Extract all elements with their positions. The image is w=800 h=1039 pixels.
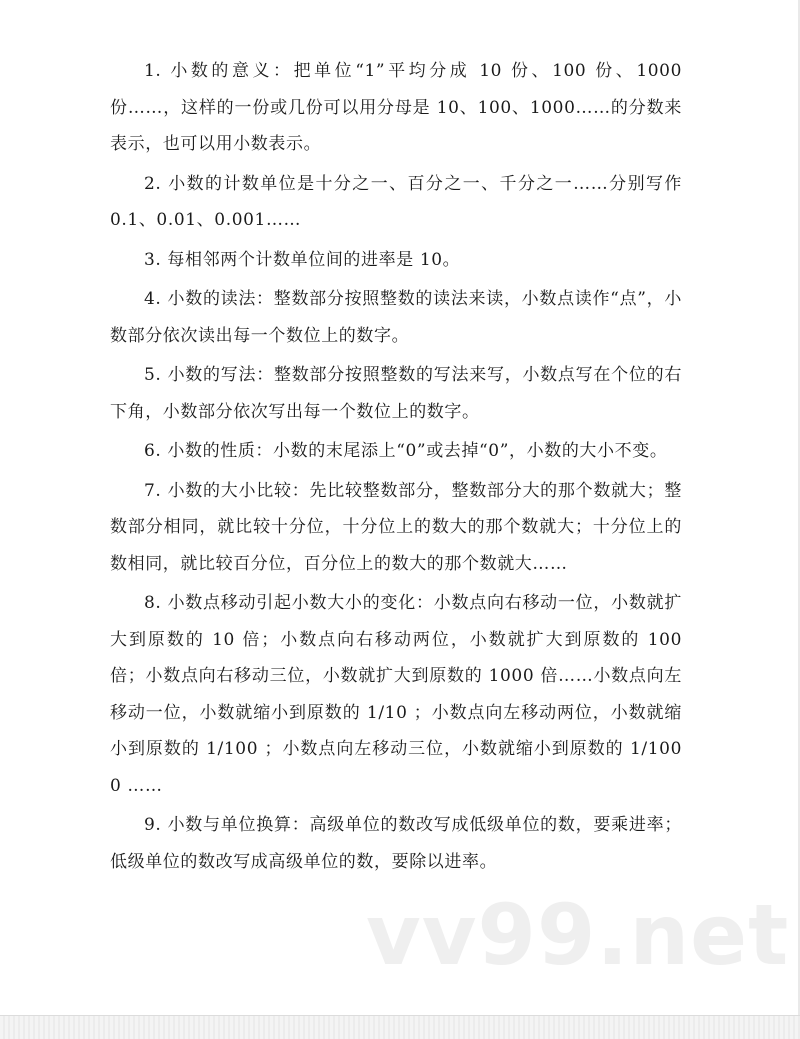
page-bottom-edge	[0, 1015, 800, 1039]
document-body	[110, 53, 682, 883]
paragraph-6: 6. 小数的性质：小数的末尾添上“0”或去掉“0”，小数的大小不变。	[144, 441, 668, 461]
paragraph-1: 1. 小数的意义：把单位“1”平均分成 10 份、100 份、1000 份……，这样的一份或几份可以用分母是 10、100、1000……的分数来表示，也可以用小数表示。	[110, 61, 682, 154]
paragraph-9: 9. 小数与单位换算：高级单位的数改写成低级单位的数，要乘进率；低级单位的数改写成高级单位的数，要除以进率。	[110, 815, 682, 872]
paragraph-8: 8. 小数点移动引起小数大小的变化：小数点向右移动一位，小数就扩大到原数的 10 倍；小数点向右移动两位，小数就扩大到原数的 100 倍；小数点向右移动三位，小数就扩大到原数的 1000 倍……小数点向左移动一位，小数就缩小到原数的 1/10 ；小数点向左移动两位，小数就缩小到原数的 1/100 ；小数点向左移动三位，小数就缩小到原数的 1/1000 ……	[110, 593, 682, 796]
paragraph-2: 2. 小数的计数单位是十分之一、百分之一、千分之一……分别写作 0.1、0.01、0.001……	[110, 173, 682, 230]
paragraph-7: 7. 小数的大小比较：先比较整数部分，整数部分大的那个数就大；整数部分相同，就比较十分位，十分位上的数大的那个数就大；十分位上的数相同，就比较百分位，百分位上的数大的那个数就大……	[110, 480, 682, 574]
paragraph-3: 3. 每相邻两个计数单位间的进率是 10。	[144, 249, 461, 270]
paragraph-4: 4. 小数的读法：整数部分按照整数的读法来读，小数点读作“点”，小数部分依次读出每一个数位上的数字。	[110, 289, 682, 346]
paragraph-5: 5. 小数的写法：整数部分按照整数的写法来写，小数点写在个位的右下角，小数部分依次写出每一个数位上的数字。	[110, 365, 682, 422]
watermark: vv99.net	[366, 886, 790, 984]
